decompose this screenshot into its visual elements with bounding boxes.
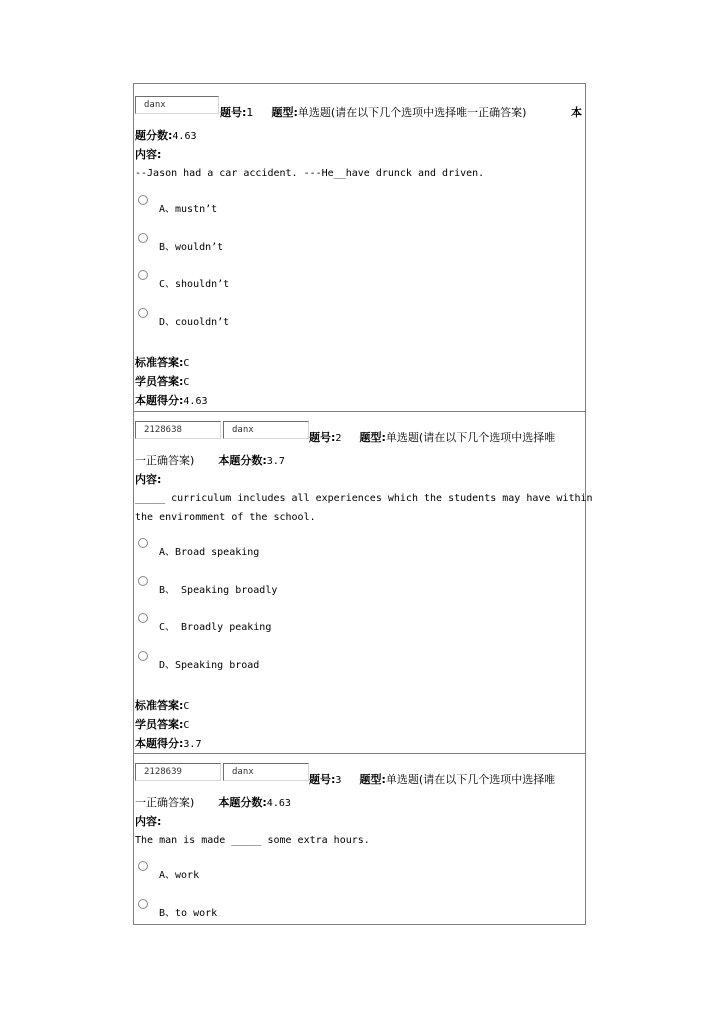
option-radio-a[interactable] — [138, 861, 148, 871]
type-label: 题型: — [359, 773, 386, 786]
question-id-box: 2128639 — [135, 763, 221, 781]
option-radio-b[interactable] — [138, 576, 148, 586]
earned-score — [135, 394, 208, 409]
question-block-2 — [134, 411, 593, 753]
question-type: 单选题(请在以下几个选项中选择唯 — [385, 773, 556, 786]
question-text: --Jason had a car accident. ---He__have drunck and driven. — [135, 168, 485, 179]
score-value: 3.7 — [266, 456, 285, 467]
question-text-line-2: the enviromment of the school. — [135, 512, 316, 523]
student-answer — [135, 375, 189, 390]
number-label: 题号: — [309, 431, 336, 444]
question-number: 3 — [335, 775, 342, 786]
question-type: 单选题(请在以下几个选项中选择唯 — [385, 431, 556, 444]
option-c-label: C、 Broadly peaking — [159, 622, 272, 633]
standard-answer-value: C — [183, 701, 190, 712]
earned-score-label: 本题得分: — [135, 737, 184, 750]
question-header — [309, 773, 555, 788]
number-label: 题号: — [220, 106, 247, 119]
option-radio-d[interactable] — [138, 651, 148, 661]
content-label: 内容: — [135, 473, 162, 486]
type-code-box: danx — [223, 763, 309, 781]
earned-score-label: 本题得分: — [135, 394, 184, 407]
header-line-2 — [135, 454, 285, 469]
standard-answer-label: 标准答案: — [135, 356, 184, 369]
earned-score-value: 3.7 — [183, 739, 202, 750]
score-line — [135, 129, 197, 144]
option-radio-d[interactable] — [138, 308, 148, 318]
question-number: 2 — [335, 433, 342, 444]
earned-score-value: 4.63 — [183, 396, 208, 407]
question-type-cont: 一正确答案) — [135, 454, 195, 467]
score-value: 4.63 — [172, 131, 197, 142]
student-answer — [135, 718, 189, 733]
option-radio-a[interactable] — [138, 538, 148, 548]
question-text-line-1: _____ curriculum includes all experiences which the students may have within — [135, 493, 593, 504]
option-c-label: C、shouldn’t — [159, 279, 230, 290]
question-block-3 — [134, 753, 585, 924]
option-radio-c[interactable] — [138, 270, 148, 280]
quiz-page — [133, 83, 593, 925]
score-label: 本题分数: — [218, 454, 267, 467]
option-d-label: D、couoldn’t — [159, 317, 230, 328]
student-answer-label: 学员答案: — [135, 718, 184, 731]
student-answer-value: C — [183, 720, 190, 731]
header-line-2 — [135, 796, 291, 811]
standard-answer-label: 标准答案: — [135, 699, 184, 712]
option-b-label: B、 Speaking broadly — [159, 585, 278, 596]
score-label: 题分数: — [135, 129, 173, 142]
number-label: 题号: — [309, 773, 336, 786]
standard-answer — [135, 356, 189, 371]
header-tail: 本 — [571, 106, 582, 119]
question-type: 单选题(请在以下几个选项中选择唯一正确答案) — [297, 106, 527, 119]
student-answer-value: C — [183, 377, 190, 388]
question-header — [309, 431, 555, 446]
option-radio-b[interactable] — [138, 233, 148, 243]
option-b-label: B、wouldn’t — [159, 242, 224, 253]
option-radio-b[interactable] — [138, 899, 148, 909]
question-id-box: 2128638 — [135, 421, 221, 439]
score-label: 本题分数: — [218, 796, 267, 809]
option-radio-a[interactable] — [138, 195, 148, 205]
option-d-label: D、Speaking broad — [159, 660, 260, 671]
type-label: 题型: — [359, 431, 386, 444]
question-type-cont: 一正确答案) — [135, 796, 195, 809]
option-a-label: A、Broad speaking — [159, 547, 260, 558]
question-number: 1 — [246, 106, 254, 119]
content-label: 内容: — [135, 815, 162, 828]
standard-answer-value: C — [183, 358, 190, 369]
type-code-box: danx — [135, 96, 219, 114]
option-b-label: B、to work — [159, 908, 218, 919]
question-header — [220, 106, 526, 121]
type-code-box: danx — [223, 421, 309, 439]
standard-answer — [135, 699, 189, 714]
option-a-label: A、work — [159, 870, 200, 881]
type-label: 题型: — [271, 106, 298, 119]
score-value: 4.63 — [266, 798, 291, 809]
option-a-label: A、mustn’t — [159, 204, 218, 215]
earned-score — [135, 737, 201, 752]
student-answer-label: 学员答案: — [135, 375, 184, 388]
content-label: 内容: — [135, 148, 162, 161]
option-radio-c[interactable] — [138, 613, 148, 623]
question-text: The man is made _____ some extra hours. — [135, 835, 370, 846]
question-block-1 — [134, 84, 585, 411]
